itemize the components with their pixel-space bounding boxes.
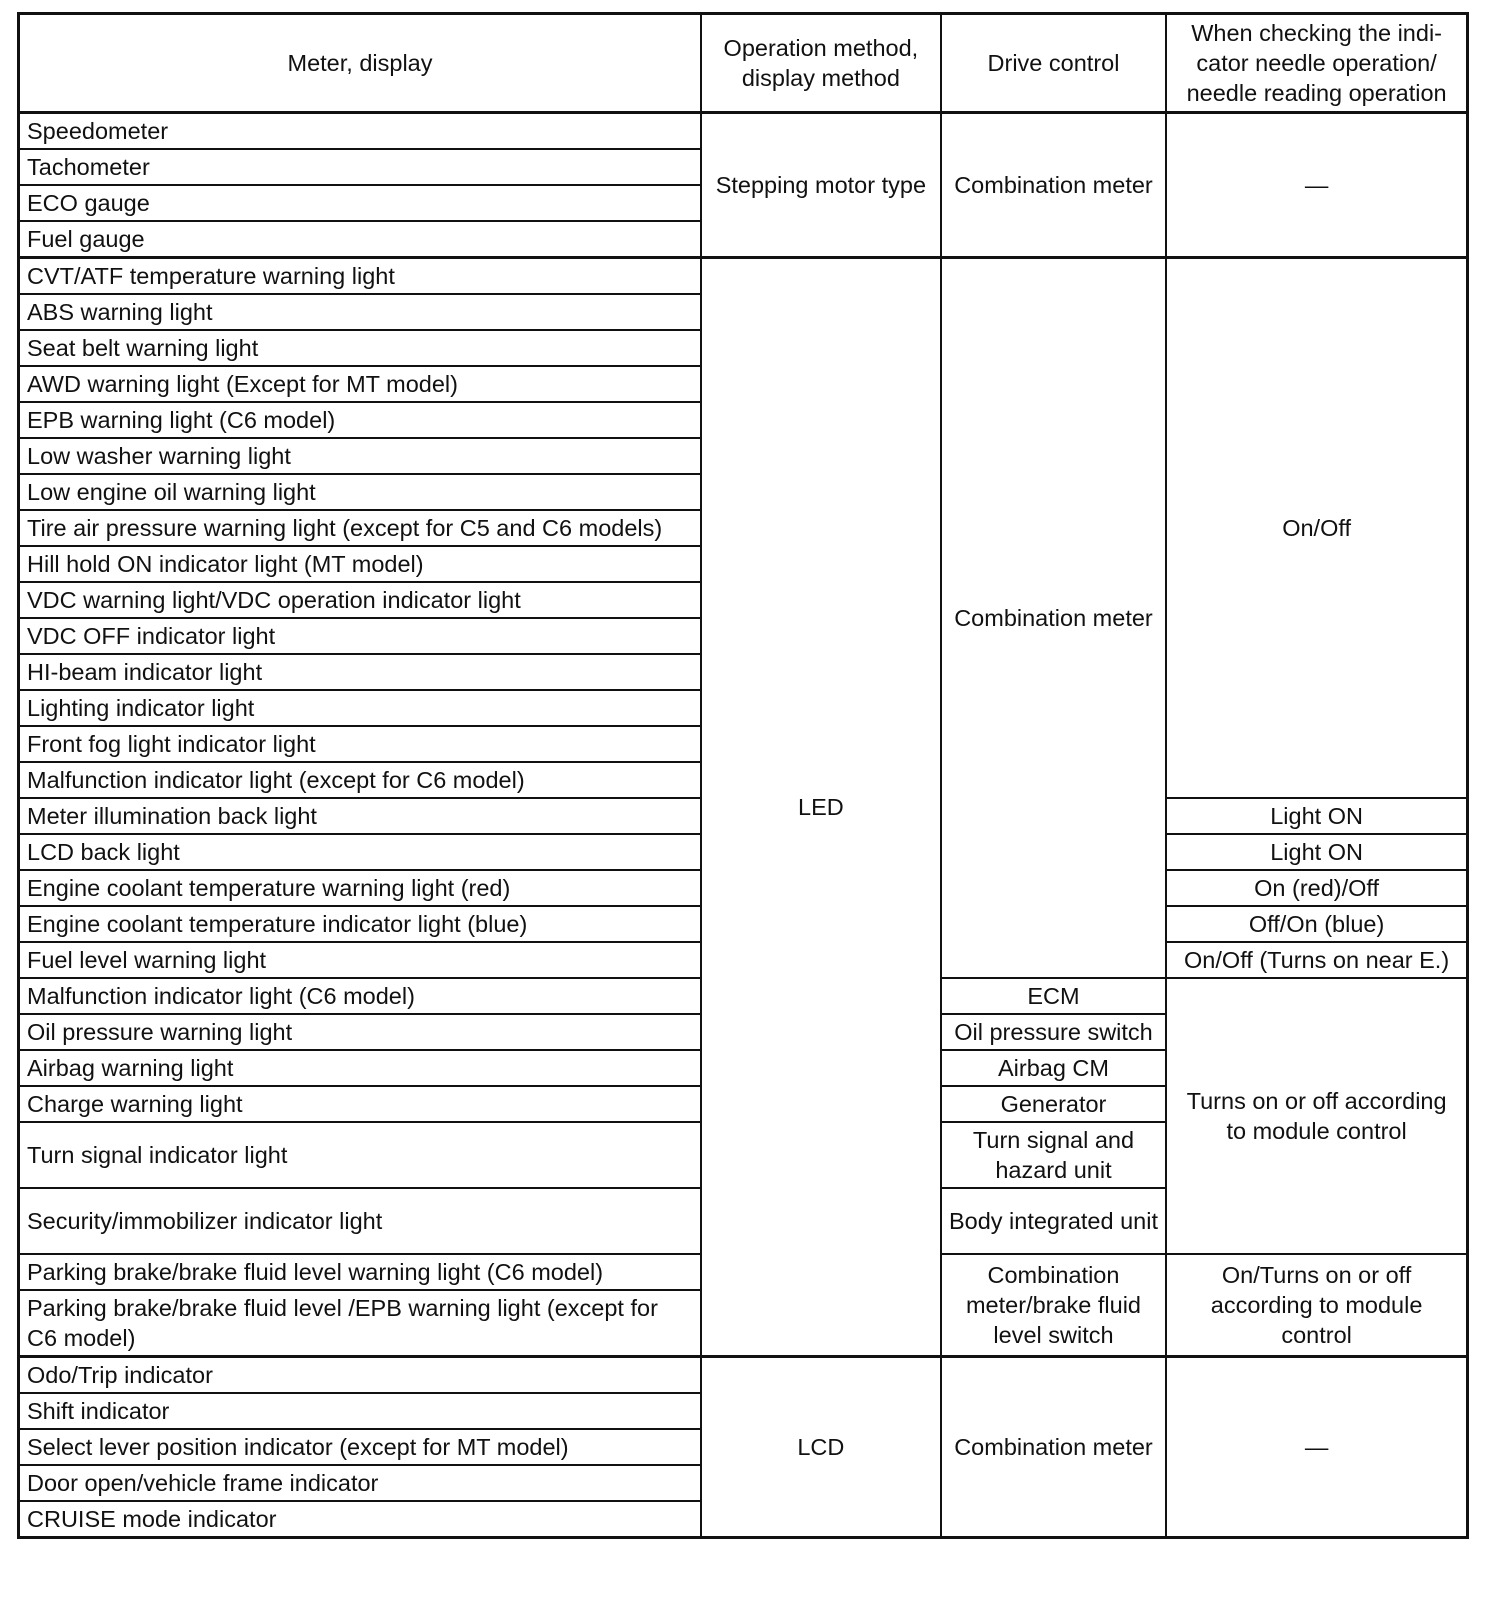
header-operation-line-1: Operation method, — [723, 35, 919, 61]
meter-cell: Lighting indicator light — [19, 690, 701, 726]
drive-generator: Generator — [941, 1086, 1166, 1122]
meter-cell: Low washer warning light — [19, 438, 701, 474]
meter-cell: Engine coolant temperature indicator light (blue) — [19, 906, 701, 942]
meter-cell: EPB warning light (C6 model) — [19, 402, 701, 438]
table-row — [19, 258, 1468, 295]
meter-cell: LCD back light — [19, 834, 701, 870]
table-row — [19, 1357, 1468, 1394]
meter-cell: Odo/Trip indicator — [19, 1357, 701, 1394]
check-parking-brake: On/Turns on or off according to module control — [1166, 1254, 1467, 1357]
header-check-line-2: cator needle operation/ — [1196, 50, 1437, 76]
meter-cell: Speedometer — [19, 113, 701, 150]
check-gauges: — — [1166, 113, 1467, 258]
meter-cell: Security/immobilizer indicator light — [19, 1188, 701, 1254]
meter-cell: Door open/vehicle frame indicator — [19, 1465, 701, 1501]
check-coolant-red: On (red)/Off — [1166, 870, 1467, 906]
meter-cell: Malfunction indicator light (except for C6 model) — [19, 762, 701, 798]
meter-cell: Front fog light indicator light — [19, 726, 701, 762]
check-lcd-back-light: Light ON — [1166, 834, 1467, 870]
check-on-off: On/Off — [1166, 258, 1467, 799]
check-coolant-blue: Off/On (blue) — [1166, 906, 1467, 942]
drive-ecm: ECM — [941, 978, 1166, 1014]
meter-cell: Tire air pressure warning light (except for C5 and C6 models) — [19, 510, 701, 546]
meter-cell: Malfunction indicator light (C6 model) — [19, 978, 701, 1014]
meter-cell: Charge warning light — [19, 1086, 701, 1122]
check-meter-illumination: Light ON — [1166, 798, 1467, 834]
drive-combination-meter-led: Combination meter — [941, 258, 1166, 979]
drive-combination-brake-switch: Combination meter/brake fluid level switch — [941, 1254, 1166, 1357]
meter-cell: ECO gauge — [19, 185, 701, 221]
meter-cell: CVT/ATF temperature warning light — [19, 258, 701, 295]
drive-oil-pressure-switch: Oil pressure switch — [941, 1014, 1166, 1050]
drive-airbag-cm: Airbag CM — [941, 1050, 1166, 1086]
meter-cell: HI-beam indicator light — [19, 654, 701, 690]
header-operation-method — [701, 14, 941, 113]
meter-cell: Airbag warning light — [19, 1050, 701, 1086]
meter-cell: Low engine oil warning light — [19, 474, 701, 510]
meter-cell: Turn signal indicator light — [19, 1122, 701, 1188]
header-check-line-1: When checking the indi- — [1191, 20, 1442, 46]
meter-cell: Engine coolant temperature warning light (red) — [19, 870, 701, 906]
check-fuel-level: On/Off (Turns on near E.) — [1166, 942, 1467, 978]
header-check-line-3: needle reading operation — [1186, 80, 1447, 106]
meter-cell: Hill hold ON indicator light (MT model) — [19, 546, 701, 582]
header-drive-control: Drive control — [941, 14, 1166, 113]
meter-cell: Select lever position indicator (except for MT model) — [19, 1429, 701, 1465]
meter-cell: Seat belt warning light — [19, 330, 701, 366]
drive-turn-signal-hazard: Turn signal and hazard unit — [941, 1122, 1166, 1188]
operation-lcd: LCD — [701, 1357, 941, 1538]
drive-combination-meter-gauges: Combination meter — [941, 113, 1166, 258]
header-check-operation — [1166, 14, 1467, 113]
meter-display-table — [17, 12, 1469, 1539]
meter-cell: AWD warning light (Except for MT model) — [19, 366, 701, 402]
meter-cell: Parking brake/brake fluid level warning light (C6 model) — [19, 1254, 701, 1290]
check-module-control: Turns on or off according to module control — [1166, 978, 1467, 1254]
drive-body-integrated-unit: Body integrated unit — [941, 1188, 1166, 1254]
meter-cell: Fuel level warning light — [19, 942, 701, 978]
meter-cell: VDC warning light/VDC operation indicator light — [19, 582, 701, 618]
meter-cell: Shift indicator — [19, 1393, 701, 1429]
meter-cell: ABS warning light — [19, 294, 701, 330]
header-row — [19, 14, 1468, 113]
header-operation-line-2: display method — [741, 65, 900, 91]
meter-cell: CRUISE mode indicator — [19, 1501, 701, 1538]
check-lcd: — — [1166, 1357, 1467, 1538]
operation-stepping-motor: Stepping motor type — [701, 113, 941, 258]
table-row — [19, 113, 1468, 150]
meter-cell: Parking brake/brake fluid level /EPB warning light (except for C6 model) — [19, 1290, 701, 1357]
meter-cell: Oil pressure warning light — [19, 1014, 701, 1050]
header-meter-display: Meter, display — [19, 14, 701, 113]
drive-combination-meter-lcd: Combination meter — [941, 1357, 1166, 1538]
meter-cell: Meter illumination back light — [19, 798, 701, 834]
operation-led: LED — [701, 258, 941, 1357]
meter-cell: VDC OFF indicator light — [19, 618, 701, 654]
meter-cell: Tachometer — [19, 149, 701, 185]
meter-cell: Fuel gauge — [19, 221, 701, 258]
